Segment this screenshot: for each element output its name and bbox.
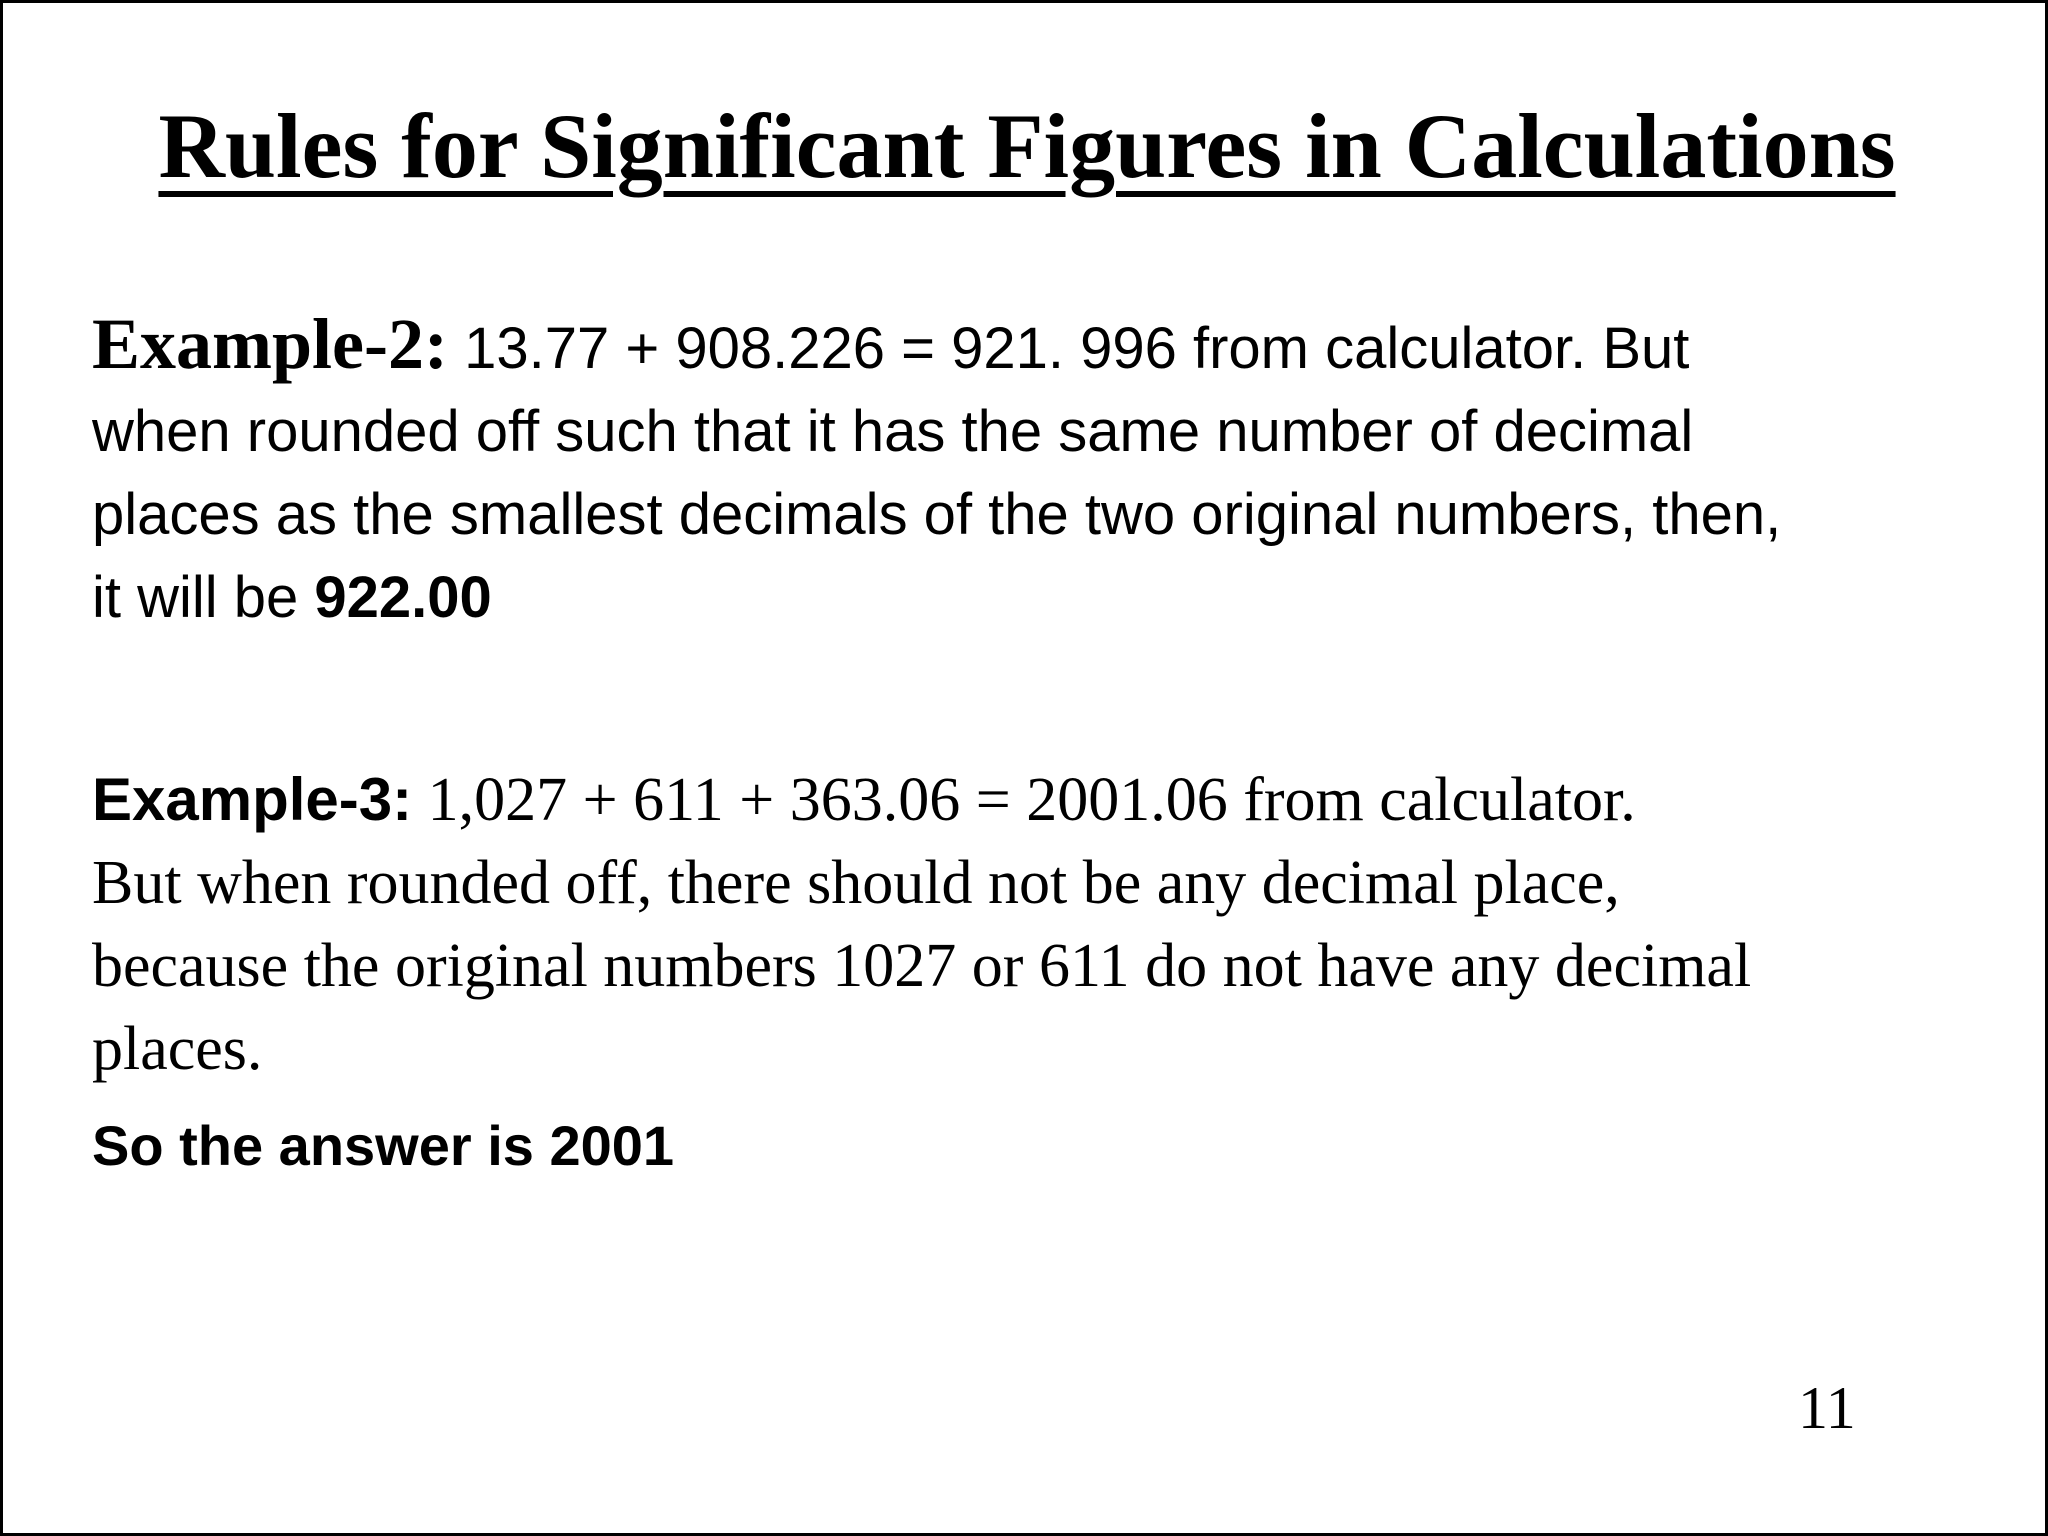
answer-text: So the answer is 2001 xyxy=(92,1114,675,1177)
example-2-label: Example-2: xyxy=(92,304,448,384)
example-2-line-3: places as the smallest decimals of the two original numbers, then, xyxy=(92,482,1782,547)
example-3-line-4: places. xyxy=(92,1015,263,1083)
example-2-line-2: when rounded off such that it has the same number of decimal xyxy=(92,399,1694,464)
example-2-line-1 xyxy=(92,303,1992,390)
example-3-block xyxy=(92,758,1992,1091)
example-3-line-1 xyxy=(92,758,1992,842)
example-2-block xyxy=(92,303,1992,639)
example-3-line-2: But when rounded off, there should not be any decimal place, xyxy=(92,849,1620,917)
example-2-text-1: 13.77 + 908.226 = 921. 996 from calculator. But xyxy=(447,316,1690,381)
example-3-label: Example-3: xyxy=(92,766,413,833)
slide-title: Rules for Significant Figures in Calculations xyxy=(158,95,1896,197)
example-2-text-4: it will be xyxy=(92,565,315,630)
example-3-text-1: 1,027 + 611 + 363.06 = 2001.06 from calculator. xyxy=(412,766,1636,834)
page-number: 11 xyxy=(1798,1375,1856,1441)
example-2-line-4 xyxy=(92,556,1992,639)
example-3-line-3: because the original numbers 1027 or 611 do not have any decimal xyxy=(92,932,1752,1000)
example-2-result: 922.00 xyxy=(314,565,492,630)
